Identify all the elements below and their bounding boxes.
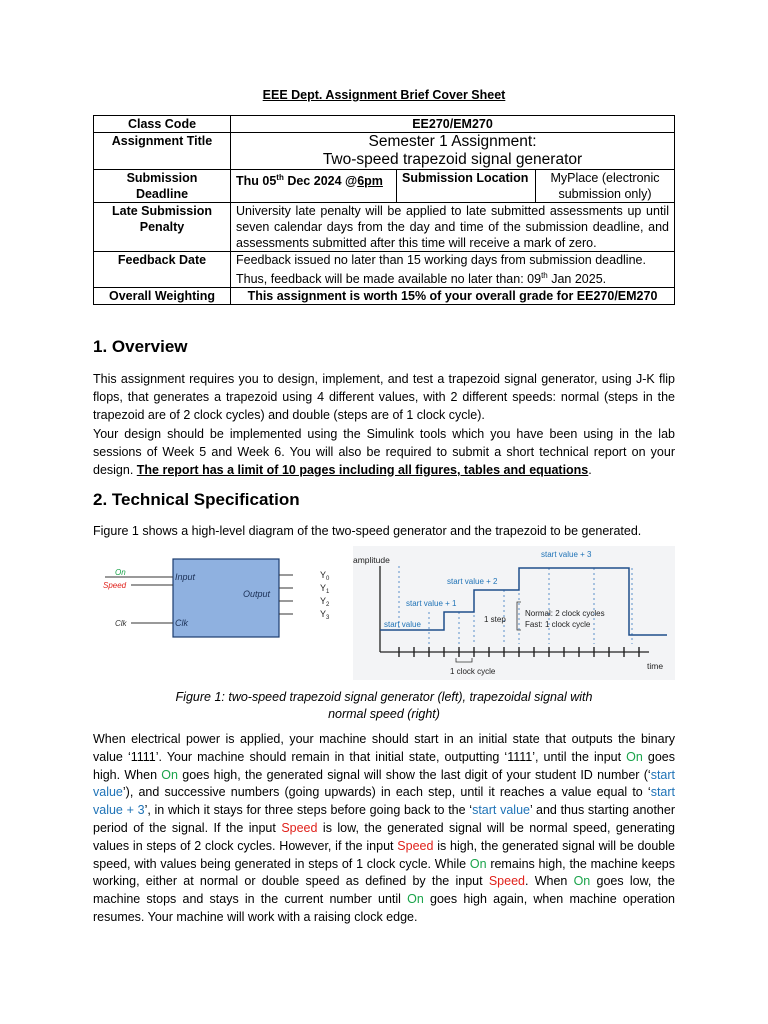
assignment-title-value	[231, 133, 675, 170]
cover-sheet-table	[93, 115, 675, 305]
block-diagram	[93, 553, 293, 643]
on-signal-ref: On	[407, 892, 424, 907]
speed-input-label: Speed	[103, 581, 127, 590]
spec-intro: Figure 1 shows a high-level diagram of the two-speed generator and the trapezoid to be generated.	[93, 524, 642, 538]
normal-speed-note: Normal: 2 clock cycles	[525, 609, 605, 618]
one-step-label: 1 step	[484, 615, 506, 624]
start-value-plus3-label: start value + 3	[541, 550, 592, 559]
deadline-value	[231, 170, 397, 203]
table-row	[94, 252, 675, 288]
start-value-plus1-label: start value + 1	[406, 599, 457, 608]
location-value	[536, 170, 675, 203]
clk-input-label: Clk	[115, 619, 127, 628]
late-label-line2: Penalty	[139, 220, 185, 234]
output-y0-label: $Y_0$	[320, 570, 330, 582]
overview-p2-text: Your design should be implemented using the Simulink tools which you have been using in the lab sessions of Week 5 and Week 6. You will also be required to submit a short technical report on your design.	[93, 427, 675, 477]
feedback-line2	[236, 268, 669, 287]
on-signal-ref: On	[626, 749, 643, 764]
table-row	[94, 133, 675, 170]
late-penalty-text: University late penalty will be applied to late submitted assessments up until seven calendar days from the day and time of the submission deadline, and assessments submitted after this time will receive a mark of zero.	[231, 203, 675, 252]
start-value-ref: start value	[472, 803, 530, 818]
location-line1: MyPlace (electronic	[550, 171, 660, 185]
output-labels	[318, 553, 342, 643]
start-value-label: start value	[384, 620, 421, 629]
overview-p2-end: .	[588, 462, 592, 477]
assignment-title-line1: Semester 1 Assignment:	[368, 133, 537, 150]
start-value-ref: start value	[93, 767, 675, 800]
on-input-label: On	[115, 568, 126, 577]
overview-paragraph-1: This assignment requires you to design, implement, and test a trapezoid signal generator, using J-K flip flops, that generates a trapezoid using 4 different values, with 2 different speeds: normal (steps in the trapezoid are of 2 clock cycles) and double (steps are of 1 clock cycle).	[93, 372, 675, 422]
deadline-sup: th	[276, 173, 284, 182]
amplitude-axis-label: amplitude	[353, 555, 390, 565]
feedback-line1: Feedback issued no later than 15 working days from submission deadline.	[236, 253, 646, 267]
speed-signal-ref: Speed	[281, 820, 318, 835]
late-penalty-label	[94, 203, 231, 252]
weighting-text: This assignment is worth 15% of your overall grade for EE270/EM270	[231, 288, 675, 305]
deadline-time: 6pm	[357, 174, 383, 189]
deadline-label: Submission Deadline	[94, 170, 231, 203]
overview-paragraph-2	[93, 426, 675, 479]
weighting-label: Overall Weighting	[94, 288, 231, 305]
location-line2: submission only)	[558, 187, 652, 201]
waveform-background	[353, 546, 675, 680]
start-value-ref: start value + 3	[93, 785, 675, 818]
class-code-value: EE270/EM270	[231, 116, 675, 133]
class-code-label: Class Code	[94, 116, 231, 133]
output-y1-label: $Y_1$	[320, 583, 330, 595]
report-limit-text: The report has a limit of 10 pages including all figures, tables and equations	[136, 462, 589, 477]
feedback-label: Feedback Date	[94, 252, 231, 288]
start-value-plus2-label: start value + 2	[447, 577, 498, 586]
figure-caption	[93, 689, 675, 723]
late-label-line1: Late Submission	[111, 204, 213, 218]
feedback-text	[231, 252, 675, 288]
feedback-line2-prefix: Thus, feedback will be made available no later than: 09	[236, 272, 542, 287]
output-y3-label: $Y_3$	[320, 609, 330, 621]
spec-heading: 2. Technical Specification	[93, 490, 300, 509]
on-signal-ref: On	[573, 874, 591, 889]
figure-caption-line1: Figure 1: two-speed trapezoid signal generator (left), trapezoidal signal with	[175, 690, 593, 704]
one-clock-cycle-label: 1 clock cycle	[450, 667, 496, 676]
table-row	[94, 203, 675, 252]
figure-caption-line2: normal speed (right)	[328, 707, 440, 721]
trapezoid-waveform	[353, 546, 675, 680]
output-y2-label: $Y_2$	[320, 596, 330, 608]
assignment-title-label: Assignment Title	[94, 133, 231, 170]
on-signal-ref: On	[469, 856, 487, 871]
fast-speed-note: Fast: 1 clock cycle	[525, 620, 591, 629]
block-clk-label: Clk	[175, 618, 188, 628]
speed-signal-ref: Speed	[488, 874, 525, 889]
time-axis-label: time	[647, 661, 664, 671]
behaviour-paragraph: When electrical power is applied, your machine should start in an initial state that outputs the binary value ‘1111’. Your machine should remain in that initial state, outputting ‘1111’, until the input On goes high. When On goes high, the generated signal will show the last digit of your student ID number (‘start value’), and successive numbers (going upwards) in each step, until it reaches a value equal to ‘start value + 3’, in which it stays for three steps before going back to the ‘start value’ and thus starting another period of the signal. If the input Speed is low, the generated signal will be normal speed, generating values in steps of 2 clock cycles. However, if the input Speed is high, the generated signal will be double speed, with values being generated in steps of 1 clock cycle. While On remains high, the machine keeps working, either at normal or double speed as defined by the input Speed. When On goes low, the machine stops and stays in the current number until On goes high again, when machine operation resumes. Your machine will work with a raising clock edge.	[93, 732, 676, 924]
table-row	[94, 170, 675, 203]
assignment-title-line2: Two-speed trapezoid signal generator	[322, 151, 583, 168]
deadline-date: Dec 2024 @	[283, 174, 358, 189]
block-input-label: Input	[175, 572, 196, 582]
cover-sheet-title: EEE Dept. Assignment Brief Cover Sheet	[262, 88, 506, 102]
feedback-line2-suffix: Jan 2025.	[547, 272, 607, 287]
table-row	[94, 116, 675, 133]
table-row	[94, 288, 675, 305]
feedback-sup: th	[541, 271, 548, 280]
on-signal-ref: On	[161, 767, 178, 782]
deadline-day: Thu 05	[236, 174, 277, 189]
block-output-label: Output	[243, 589, 271, 599]
speed-signal-ref: Speed	[397, 838, 434, 853]
overview-heading: 1. Overview	[93, 337, 188, 356]
location-label: Submission Location	[397, 170, 536, 203]
